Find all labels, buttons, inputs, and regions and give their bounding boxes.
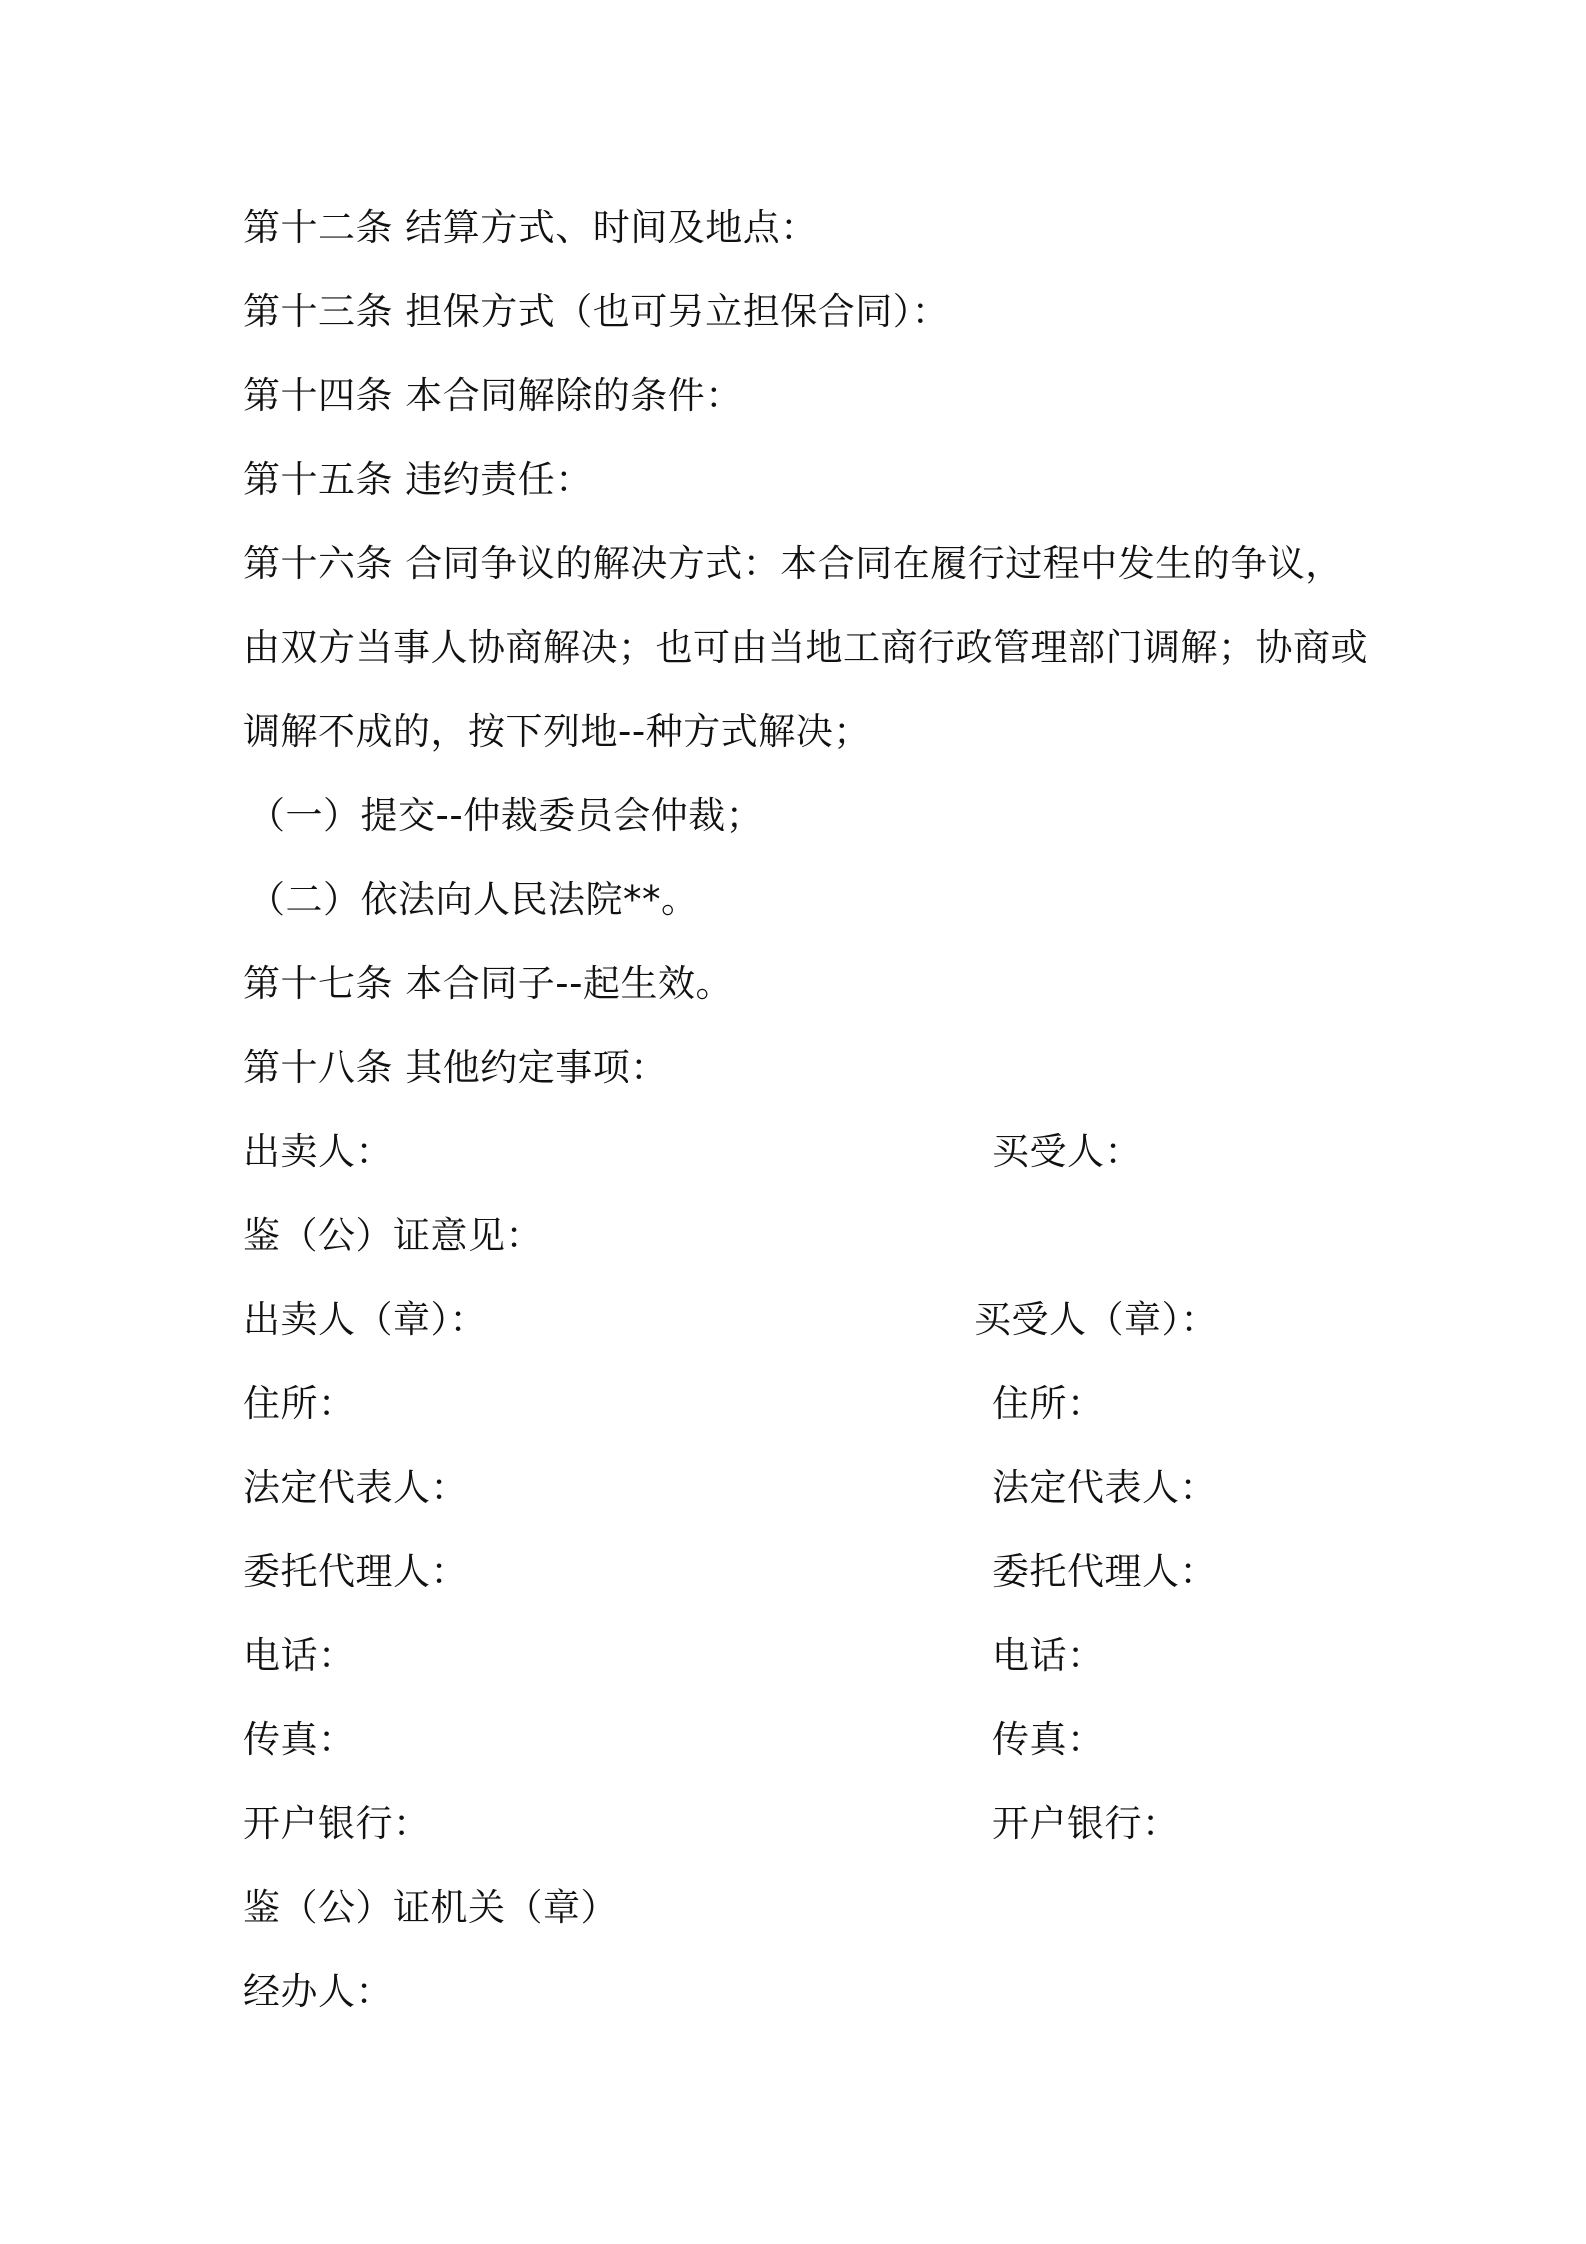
notary-office-seal: 鉴（公）证机关（章） <box>243 1886 618 1929</box>
seller-address-label: 住所： <box>243 1382 356 1425</box>
buyer-bank-label: 开户银行： <box>992 1802 1180 1845</box>
buyer-fax-label: 传真： <box>992 1718 1105 1761</box>
seller-seal-label: 出卖人（章）： <box>243 1298 487 1341</box>
notary-opinion: 鉴（公）证意见： <box>243 1214 543 1257</box>
buyer-seal-label: 买受人（章）： <box>974 1298 1218 1341</box>
seller-agent-label: 委托代理人： <box>243 1550 468 1593</box>
article-16-line-3: 调解不成的，按下列地--种方式解决； <box>243 710 871 753</box>
seller-legal-rep-label: 法定代表人： <box>243 1466 468 1509</box>
buyer-legal-rep-label: 法定代表人： <box>992 1466 1217 1509</box>
article-17: 第十七条 本合同子--起生效。 <box>243 962 733 1005</box>
article-12: 第十二条 结算方式、时间及地点： <box>243 206 818 249</box>
handler-label: 经办人： <box>243 1970 393 2013</box>
seller-bank-label: 开户银行： <box>243 1802 431 1845</box>
article-16-line-2: 由双方当事人协商解决；也可由当地工商行政管理部门调解；协商或 <box>243 626 1368 669</box>
seller-phone-label: 电话： <box>243 1634 356 1677</box>
article-15: 第十五条 违约责任： <box>243 458 593 501</box>
buyer-label: 买受人： <box>992 1130 1142 1173</box>
article-16-line-1: 第十六条 合同争议的解决方式：本合同在履行过程中发生的争议， <box>243 542 1343 585</box>
dispute-option-2: （二）依法向人民法院**。 <box>248 878 699 921</box>
article-14: 第十四条 本合同解除的条件： <box>243 374 743 417</box>
buyer-agent-label: 委托代理人： <box>992 1550 1217 1593</box>
buyer-phone-label: 电话： <box>992 1634 1105 1677</box>
dispute-option-1: （一）提交--仲裁委员会仲裁； <box>248 794 764 837</box>
buyer-address-label: 住所： <box>992 1382 1105 1425</box>
article-18: 第十八条 其他约定事项： <box>243 1046 668 1089</box>
seller-fax-label: 传真： <box>243 1718 356 1761</box>
article-13: 第十三条 担保方式（也可另立担保合同）： <box>243 290 950 333</box>
seller-label: 出卖人： <box>243 1130 393 1173</box>
